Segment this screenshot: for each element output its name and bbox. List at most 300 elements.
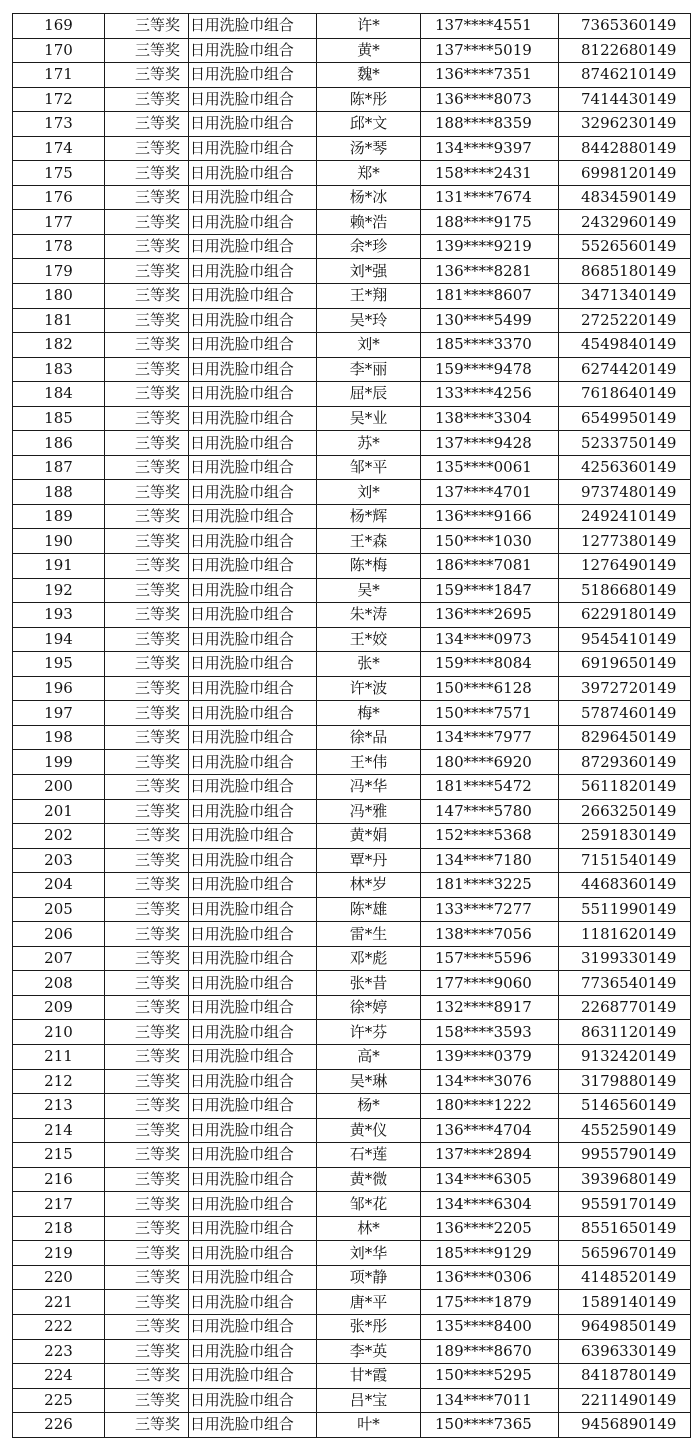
prize-level: 三等奖 [105,774,189,799]
table-row [13,1094,691,1119]
winner-phone: 135****0061 [421,455,559,480]
table-row [13,480,691,505]
table-row [13,922,691,947]
winner-name: 唐*平 [317,1290,421,1315]
row-number: 195 [13,652,105,677]
table-row [13,529,691,554]
order-id: 9649850149 [559,1314,691,1339]
prize-item: 日用洗脸巾组合 [189,799,317,824]
table-row [13,1413,691,1438]
prize-item: 日用洗脸巾组合 [189,14,317,39]
row-number: 220 [13,1265,105,1290]
table-row [13,112,691,137]
prize-item: 日用洗脸巾组合 [189,259,317,284]
winner-phone: 180****6920 [421,750,559,775]
order-id: 3939680149 [559,1167,691,1192]
winner-name: 吕*宝 [317,1388,421,1413]
table-row [13,971,691,996]
order-id: 4549840149 [559,333,691,358]
winner-name: 石*莲 [317,1143,421,1168]
row-number: 201 [13,799,105,824]
winner-phone: 136****8281 [421,259,559,284]
winner-name: 梅* [317,701,421,726]
prize-level: 三等奖 [105,799,189,824]
prize-level: 三等奖 [105,824,189,849]
prize-item: 日用洗脸巾组合 [189,995,317,1020]
row-number: 198 [13,725,105,750]
winner-name: 刘*华 [317,1241,421,1266]
table-row [13,799,691,824]
row-number: 203 [13,848,105,873]
winner-name: 冯*华 [317,774,421,799]
order-id: 2432960149 [559,210,691,235]
table-row [13,308,691,333]
winner-phone: 137****4551 [421,14,559,39]
winner-name: 郑* [317,161,421,186]
winner-name: 吴*琳 [317,1069,421,1094]
winner-name: 邱*文 [317,112,421,137]
row-number: 177 [13,210,105,235]
row-number: 172 [13,87,105,112]
prize-item: 日用洗脸巾组合 [189,701,317,726]
prize-level: 三等奖 [105,1143,189,1168]
winner-phone: 147****5780 [421,799,559,824]
prize-level: 三等奖 [105,308,189,333]
prize-item: 日用洗脸巾组合 [189,1241,317,1266]
prize-level: 三等奖 [105,995,189,1020]
winner-phone: 139****0379 [421,1044,559,1069]
winner-phone: 135****8400 [421,1314,559,1339]
winner-name: 陈*雄 [317,897,421,922]
winner-name: 邹*花 [317,1192,421,1217]
table-row [13,1388,691,1413]
order-id: 2591830149 [559,824,691,849]
table-row [13,284,691,309]
winner-phone: 185****3370 [421,333,559,358]
winner-name: 王*翔 [317,284,421,309]
winner-phone: 150****5295 [421,1364,559,1389]
prize-level: 三等奖 [105,357,189,382]
winner-phone: 136****9166 [421,504,559,529]
table-row [13,725,691,750]
winner-phone: 157****5596 [421,946,559,971]
row-number: 174 [13,136,105,161]
prize-item: 日用洗脸巾组合 [189,627,317,652]
winner-name: 高* [317,1044,421,1069]
order-id: 2211490149 [559,1388,691,1413]
row-number: 175 [13,161,105,186]
order-id: 2725220149 [559,308,691,333]
table-row [13,774,691,799]
row-number: 185 [13,406,105,431]
table-row [13,1069,691,1094]
prize-item: 日用洗脸巾组合 [189,554,317,579]
winner-name: 黄*仪 [317,1118,421,1143]
prize-level: 三等奖 [105,873,189,898]
winner-phone: 158****3593 [421,1020,559,1045]
winner-phone: 150****7365 [421,1413,559,1438]
winner-phone: 186****7081 [421,554,559,579]
order-id: 4148520149 [559,1265,691,1290]
prize-item: 日用洗脸巾组合 [189,406,317,431]
winner-phone: 139****9219 [421,234,559,259]
prize-level: 三等奖 [105,627,189,652]
row-number: 181 [13,308,105,333]
winners-table-body [13,14,691,1438]
prize-item: 日用洗脸巾组合 [189,308,317,333]
winner-phone: 159****1847 [421,578,559,603]
winner-name: 甘*霞 [317,1364,421,1389]
row-number: 173 [13,112,105,137]
row-number: 206 [13,922,105,947]
prize-level: 三等奖 [105,1290,189,1315]
row-number: 192 [13,578,105,603]
prize-item: 日用洗脸巾组合 [189,136,317,161]
prize-item: 日用洗脸巾组合 [189,1364,317,1389]
winner-name: 吴*玲 [317,308,421,333]
table-row [13,1339,691,1364]
prize-item: 日用洗脸巾组合 [189,1044,317,1069]
winner-phone: 134****3076 [421,1069,559,1094]
table-row [13,1290,691,1315]
table-row [13,1118,691,1143]
table-row [13,1265,691,1290]
prize-level: 三等奖 [105,1265,189,1290]
order-id: 9559170149 [559,1192,691,1217]
table-row [13,1314,691,1339]
winner-name: 朱*涛 [317,603,421,628]
row-number: 191 [13,554,105,579]
row-number: 209 [13,995,105,1020]
prize-level: 三等奖 [105,431,189,456]
order-id: 8746210149 [559,63,691,88]
prize-item: 日用洗脸巾组合 [189,1413,317,1438]
row-number: 190 [13,529,105,554]
winner-phone: 175****1879 [421,1290,559,1315]
winner-phone: 134****9397 [421,136,559,161]
winner-name: 刘* [317,480,421,505]
order-id: 2492410149 [559,504,691,529]
prize-level: 三等奖 [105,1192,189,1217]
row-number: 183 [13,357,105,382]
winner-phone: 134****7180 [421,848,559,873]
order-id: 8122680149 [559,38,691,63]
winner-name: 许* [317,14,421,39]
prize-item: 日用洗脸巾组合 [189,38,317,63]
prize-level: 三等奖 [105,1339,189,1364]
row-number: 196 [13,676,105,701]
order-id: 3296230149 [559,112,691,137]
prize-item: 日用洗脸巾组合 [189,1167,317,1192]
prize-level: 三等奖 [105,259,189,284]
winner-phone: 136****8073 [421,87,559,112]
table-row [13,1241,691,1266]
order-id: 7736540149 [559,971,691,996]
row-number: 210 [13,1020,105,1045]
row-number: 216 [13,1167,105,1192]
winner-name: 汤*琴 [317,136,421,161]
winner-name: 杨*冰 [317,185,421,210]
prize-level: 三等奖 [105,63,189,88]
winner-phone: 159****9478 [421,357,559,382]
order-id: 6998120149 [559,161,691,186]
winner-phone: 159****8084 [421,652,559,677]
winner-name: 赖*浩 [317,210,421,235]
table-row [13,136,691,161]
prize-level: 三等奖 [105,38,189,63]
prize-level: 三等奖 [105,725,189,750]
row-number: 171 [13,63,105,88]
row-number: 199 [13,750,105,775]
winner-name: 雷*生 [317,922,421,947]
table-row [13,14,691,39]
winner-name: 邹*平 [317,455,421,480]
row-number: 179 [13,259,105,284]
winner-name: 魏* [317,63,421,88]
winner-phone: 137****5019 [421,38,559,63]
order-id: 9545410149 [559,627,691,652]
winner-phone: 181****5472 [421,774,559,799]
table-row [13,38,691,63]
winner-name: 王*森 [317,529,421,554]
winner-name: 张*彤 [317,1314,421,1339]
prize-level: 三等奖 [105,848,189,873]
order-id: 5511990149 [559,897,691,922]
table-row [13,897,691,922]
row-number: 205 [13,897,105,922]
prize-level: 三等奖 [105,676,189,701]
row-number: 226 [13,1413,105,1438]
order-id: 4552590149 [559,1118,691,1143]
order-id: 6274420149 [559,357,691,382]
winner-phone: 134****6304 [421,1192,559,1217]
row-number: 204 [13,873,105,898]
row-number: 218 [13,1216,105,1241]
order-id: 7151540149 [559,848,691,873]
table-row [13,750,691,775]
table-row [13,357,691,382]
winner-name: 徐*婷 [317,995,421,1020]
prize-item: 日用洗脸巾组合 [189,873,317,898]
row-number: 197 [13,701,105,726]
row-number: 184 [13,382,105,407]
table-row [13,1020,691,1045]
row-number: 221 [13,1290,105,1315]
prize-item: 日用洗脸巾组合 [189,333,317,358]
order-id: 6229180149 [559,603,691,628]
order-id: 5186680149 [559,578,691,603]
order-id: 4256360149 [559,455,691,480]
table-row [13,1167,691,1192]
table-row [13,578,691,603]
winner-phone: 150****1030 [421,529,559,554]
row-number: 189 [13,504,105,529]
winner-name: 徐*品 [317,725,421,750]
table-row [13,382,691,407]
prize-item: 日用洗脸巾组合 [189,1339,317,1364]
table-row [13,603,691,628]
table-row [13,1192,691,1217]
winner-phone: 158****2431 [421,161,559,186]
winner-phone: 150****6128 [421,676,559,701]
prize-level: 三等奖 [105,1413,189,1438]
prize-item: 日用洗脸巾组合 [189,774,317,799]
row-number: 176 [13,185,105,210]
prize-item: 日用洗脸巾组合 [189,1314,317,1339]
row-number: 214 [13,1118,105,1143]
prize-item: 日用洗脸巾组合 [189,1118,317,1143]
row-number: 222 [13,1314,105,1339]
row-number: 188 [13,480,105,505]
winner-name: 叶* [317,1413,421,1438]
order-id: 9132420149 [559,1044,691,1069]
prize-item: 日用洗脸巾组合 [189,112,317,137]
order-id: 7618640149 [559,382,691,407]
row-number: 186 [13,431,105,456]
table-row [13,701,691,726]
order-id: 7414430149 [559,87,691,112]
winner-phone: 152****5368 [421,824,559,849]
winner-phone: 189****8670 [421,1339,559,1364]
table-row [13,676,691,701]
winner-name: 冯*雅 [317,799,421,824]
order-id: 3199330149 [559,946,691,971]
prize-level: 三等奖 [105,161,189,186]
prize-level: 三等奖 [105,652,189,677]
prize-item: 日用洗脸巾组合 [189,1143,317,1168]
table-row [13,455,691,480]
winner-name: 黄* [317,38,421,63]
winner-name: 覃*丹 [317,848,421,873]
table-row [13,627,691,652]
table-row [13,1143,691,1168]
order-id: 5787460149 [559,701,691,726]
order-id: 3471340149 [559,284,691,309]
row-number: 178 [13,234,105,259]
prize-item: 日用洗脸巾组合 [189,284,317,309]
prize-level: 三等奖 [105,1314,189,1339]
winner-name: 许*波 [317,676,421,701]
prize-level: 三等奖 [105,455,189,480]
winner-name: 黄*微 [317,1167,421,1192]
order-id: 7365360149 [559,14,691,39]
winner-phone: 136****7351 [421,63,559,88]
order-id: 9955790149 [559,1143,691,1168]
row-number: 224 [13,1364,105,1389]
row-number: 219 [13,1241,105,1266]
prize-level: 三等奖 [105,480,189,505]
winner-phone: 137****9428 [421,431,559,456]
order-id: 2268770149 [559,995,691,1020]
prize-level: 三等奖 [105,185,189,210]
table-row [13,63,691,88]
table-row [13,1364,691,1389]
winner-phone: 130****5499 [421,308,559,333]
table-row [13,185,691,210]
table-row [13,87,691,112]
winner-name: 吴* [317,578,421,603]
order-id: 8631120149 [559,1020,691,1045]
winner-name: 黄*娟 [317,824,421,849]
winner-phone: 132****8917 [421,995,559,1020]
table-row [13,824,691,849]
winner-name: 王*姣 [317,627,421,652]
winner-phone: 137****2894 [421,1143,559,1168]
winner-name: 邓*彪 [317,946,421,971]
prize-level: 三等奖 [105,504,189,529]
order-id: 8551650149 [559,1216,691,1241]
prize-item: 日用洗脸巾组合 [189,1094,317,1119]
winner-name: 项*静 [317,1265,421,1290]
winner-name: 陈*梅 [317,554,421,579]
prize-level: 三等奖 [105,971,189,996]
order-id: 1277380149 [559,529,691,554]
order-id: 1181620149 [559,922,691,947]
winner-phone: 131****7674 [421,185,559,210]
row-number: 202 [13,824,105,849]
row-number: 200 [13,774,105,799]
prize-item: 日用洗脸巾组合 [189,1020,317,1045]
prize-level: 三等奖 [105,112,189,137]
winner-phone: 188****9175 [421,210,559,235]
order-id: 6919650149 [559,652,691,677]
winner-phone: 133****7277 [421,897,559,922]
winner-name: 刘*强 [317,259,421,284]
row-number: 182 [13,333,105,358]
prize-level: 三等奖 [105,1167,189,1192]
prize-item: 日用洗脸巾组合 [189,897,317,922]
row-number: 207 [13,946,105,971]
order-id: 5611820149 [559,774,691,799]
prize-item: 日用洗脸巾组合 [189,750,317,775]
winner-phone: 188****8359 [421,112,559,137]
prize-item: 日用洗脸巾组合 [189,529,317,554]
row-number: 211 [13,1044,105,1069]
winner-phone: 138****3304 [421,406,559,431]
row-number: 187 [13,455,105,480]
row-number: 213 [13,1094,105,1119]
table-row [13,652,691,677]
winner-name: 屈*辰 [317,382,421,407]
prize-level: 三等奖 [105,87,189,112]
prize-level: 三等奖 [105,284,189,309]
winner-phone: 177****9060 [421,971,559,996]
prize-level: 三等奖 [105,1216,189,1241]
prize-item: 日用洗脸巾组合 [189,1265,317,1290]
table-row [13,504,691,529]
winner-phone: 136****4704 [421,1118,559,1143]
winner-name: 刘* [317,333,421,358]
order-id: 5659670149 [559,1241,691,1266]
prize-item: 日用洗脸巾组合 [189,1290,317,1315]
prize-level: 三等奖 [105,1069,189,1094]
order-id: 6549950149 [559,406,691,431]
order-id: 5526560149 [559,234,691,259]
winner-phone: 136****0306 [421,1265,559,1290]
prize-item: 日用洗脸巾组合 [189,603,317,628]
prize-item: 日用洗脸巾组合 [189,725,317,750]
prize-item: 日用洗脸巾组合 [189,652,317,677]
prize-level: 三等奖 [105,1044,189,1069]
table-row [13,333,691,358]
prize-level: 三等奖 [105,1020,189,1045]
prize-item: 日用洗脸巾组合 [189,971,317,996]
prize-item: 日用洗脸巾组合 [189,922,317,947]
table-row [13,1044,691,1069]
winner-phone: 133****4256 [421,382,559,407]
order-id: 5146560149 [559,1094,691,1119]
winner-name: 吴*业 [317,406,421,431]
